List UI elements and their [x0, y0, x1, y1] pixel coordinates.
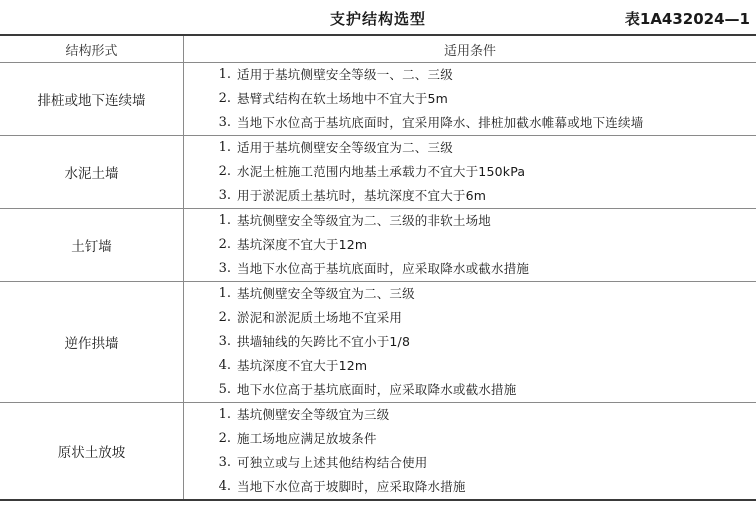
condition-text: 适用于基坑侧壁安全等级一、二、三级 — [237, 67, 453, 82]
condition-text: 悬臂式结构在软土场地中不宜大于5m — [237, 91, 449, 106]
condition-number: 4. — [218, 479, 231, 494]
condition-text: 基坑侧壁安全等级宜为二、三级 — [237, 286, 415, 301]
condition-text: 施工场地应满足放坡条件 — [237, 431, 377, 446]
table-row — [0, 403, 756, 501]
condition-text: 基坑侧壁安全等级宜为二、三级的非软土场地 — [237, 213, 492, 228]
structure-form-cell: 土钉墙 — [0, 209, 184, 282]
table-number: 表1A432024—1 — [624, 10, 750, 28]
condition-item — [184, 136, 756, 160]
structure-form-cell: 逆作拱墙 — [0, 282, 184, 403]
condition-number: 2. — [218, 91, 231, 106]
table-row — [0, 63, 756, 136]
condition-text: 当地下水位高于坡脚时，应采取降水措施 — [237, 479, 466, 494]
condition-item — [184, 354, 756, 378]
condition-item — [184, 282, 756, 306]
condition-number: 3. — [218, 188, 231, 203]
condition-text: 当地下水位高于基坑底面时，应采取降水或截水措施 — [237, 261, 530, 276]
condition-text: 淤泥和淤泥质土场地不宜采用 — [237, 310, 403, 325]
condition-item — [184, 111, 756, 135]
condition-number: 1. — [218, 213, 231, 228]
condition-number: 1. — [218, 286, 231, 301]
table-caption — [0, 0, 756, 34]
condition-item — [184, 475, 756, 499]
condition-number: 1. — [218, 67, 231, 82]
condition-number: 4. — [218, 358, 231, 373]
condition-item — [184, 451, 756, 475]
table-title: 支护结构选型 — [329, 10, 426, 28]
condition-text: 地下水位高于基坑底面时，应采取降水或截水措施 — [237, 382, 517, 397]
condition-item — [184, 63, 756, 87]
table-row — [0, 209, 756, 282]
condition-item — [184, 184, 756, 208]
table-row — [0, 136, 756, 209]
condition-item — [184, 87, 756, 111]
condition-item — [184, 209, 756, 233]
conditions-cell — [184, 403, 756, 501]
condition-item — [184, 378, 756, 402]
conditions-cell — [184, 282, 756, 403]
condition-text: 基坑深度不宜大于12m — [237, 358, 368, 373]
condition-item — [184, 330, 756, 354]
condition-item — [184, 257, 756, 281]
structure-form-cell: 排桩或地下连续墙 — [0, 63, 184, 136]
condition-number: 2. — [218, 164, 231, 179]
conditions-cell — [184, 209, 756, 282]
structure-form-cell: 原状土放坡 — [0, 403, 184, 501]
condition-item — [184, 233, 756, 257]
condition-item — [184, 403, 756, 427]
condition-item — [184, 306, 756, 330]
condition-number: 1. — [218, 407, 231, 422]
condition-number: 3. — [218, 455, 231, 470]
table-row — [0, 282, 756, 403]
condition-text: 适用于基坑侧壁安全等级宜为二、三级 — [237, 140, 453, 155]
condition-item — [184, 427, 756, 451]
condition-number: 3. — [218, 261, 231, 276]
condition-number: 2. — [218, 431, 231, 446]
structure-form-cell: 水泥土墙 — [0, 136, 184, 209]
table-body — [0, 63, 756, 501]
header-applicable-conditions: 适用条件 — [184, 35, 756, 63]
condition-text: 拱墙轴线的矢跨比不宜小于1/8 — [237, 334, 411, 349]
header-structure-form: 结构形式 — [0, 35, 184, 63]
conditions-cell — [184, 63, 756, 136]
condition-number: 5. — [218, 382, 231, 397]
condition-number: 2. — [218, 310, 231, 325]
condition-text: 当地下水位高于基坑底面时，宜采用降水、排桩加截水帷幕或地下连续墙 — [237, 115, 644, 130]
condition-text: 可独立或与上述其他结构结合使用 — [237, 455, 428, 470]
condition-text: 基坑侧壁安全等级宜为三级 — [237, 407, 390, 422]
condition-number: 1. — [218, 140, 231, 155]
support-structure-table — [0, 34, 756, 501]
condition-text: 用于淤泥质土基坑时，基坑深度不宜大于6m — [237, 188, 487, 203]
condition-text: 水泥土桩施工范围内地基土承载力不宜大于150kPa — [237, 164, 526, 179]
condition-number: 3. — [218, 334, 231, 349]
condition-number: 2. — [218, 237, 231, 252]
condition-text: 基坑深度不宜大于12m — [237, 237, 368, 252]
condition-item — [184, 160, 756, 184]
table-header-row — [0, 35, 756, 63]
condition-number: 3. — [218, 115, 231, 130]
conditions-cell — [184, 136, 756, 209]
